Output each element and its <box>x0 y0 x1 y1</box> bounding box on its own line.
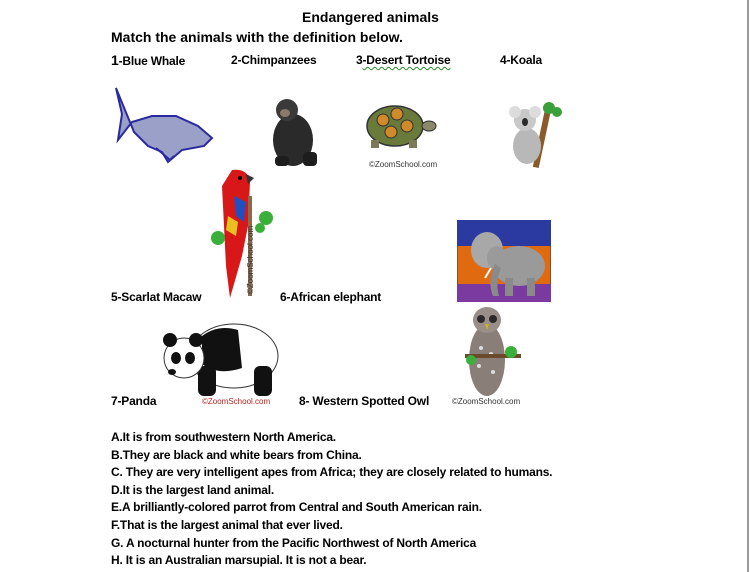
worksheet-title: Endangered animals <box>302 9 439 25</box>
animal-label-8 <box>299 394 429 408</box>
definition-item: H. It is an Australian marsupial. It is not a bear. <box>111 553 367 568</box>
definition-item: D.It is the largest land animal. <box>111 482 274 497</box>
animal-number: 7 <box>111 394 118 408</box>
definition-item: A.It is from southwestern North America. <box>111 430 336 444</box>
definitions-list <box>111 429 552 570</box>
animal-label-6 <box>280 290 381 304</box>
blue-whale-image <box>112 86 216 166</box>
chimpanzee-image <box>265 96 321 170</box>
definition-item: E.A brilliantly-colored parrot from Central and South American rain. <box>111 500 482 515</box>
definition-item: G. A nocturnal hunter from the Pacific Northwest of North America <box>111 535 477 550</box>
animal-name: -Desert Tortoise <box>362 53 451 67</box>
koala-image <box>507 102 565 168</box>
animal-number: 6 <box>280 290 287 304</box>
panda-image <box>158 318 282 402</box>
animal-name: - Western Spotted Owl <box>305 394 430 408</box>
desert-tortoise-image <box>361 100 437 158</box>
animal-name: -Chimpanzees <box>237 53 317 67</box>
animal-label-5 <box>111 290 201 304</box>
african-elephant-image <box>457 220 551 302</box>
animal-number: 8 <box>299 394 306 408</box>
animal-label-2 <box>231 53 316 67</box>
animal-label-4 <box>500 53 542 67</box>
spotted-owl-image <box>465 304 521 398</box>
animal-name: -African elephant <box>286 290 382 304</box>
animal-number: 5 <box>111 290 118 304</box>
page-right-border <box>747 0 749 572</box>
tortoise-credit: ©ZoomSchool.com <box>369 160 438 169</box>
animal-number: 4 <box>500 53 507 67</box>
macaw-credit: ©ZoomSchool.com <box>246 225 255 294</box>
animal-number: 1 <box>111 52 119 68</box>
animal-name: -Koala <box>506 53 542 67</box>
animal-number: 2 <box>231 53 238 67</box>
panda-credit: ©ZoomSchool.com <box>202 397 271 406</box>
owl-credit: ©ZoomSchool.com <box>452 397 521 406</box>
animal-name: -Blue Whale <box>118 54 186 68</box>
worksheet-instructions: Match the animals with the definition below. <box>111 29 403 45</box>
animal-name: -Panda <box>117 394 157 408</box>
definition-item: F.That is the largest animal that ever lived. <box>111 517 343 532</box>
animal-label-1 <box>111 52 185 68</box>
definition-item: C. They are very intelligent apes from Africa; they are closely related to humans. <box>111 465 553 480</box>
scarlet-macaw-image <box>208 166 274 300</box>
definition-item: B.They are black and white bears from China. <box>111 447 362 462</box>
animal-name: -Scarlat Macaw <box>117 290 202 304</box>
animal-label-3 <box>356 53 450 67</box>
animal-number: 3 <box>356 53 363 67</box>
animal-label-7 <box>111 394 156 408</box>
